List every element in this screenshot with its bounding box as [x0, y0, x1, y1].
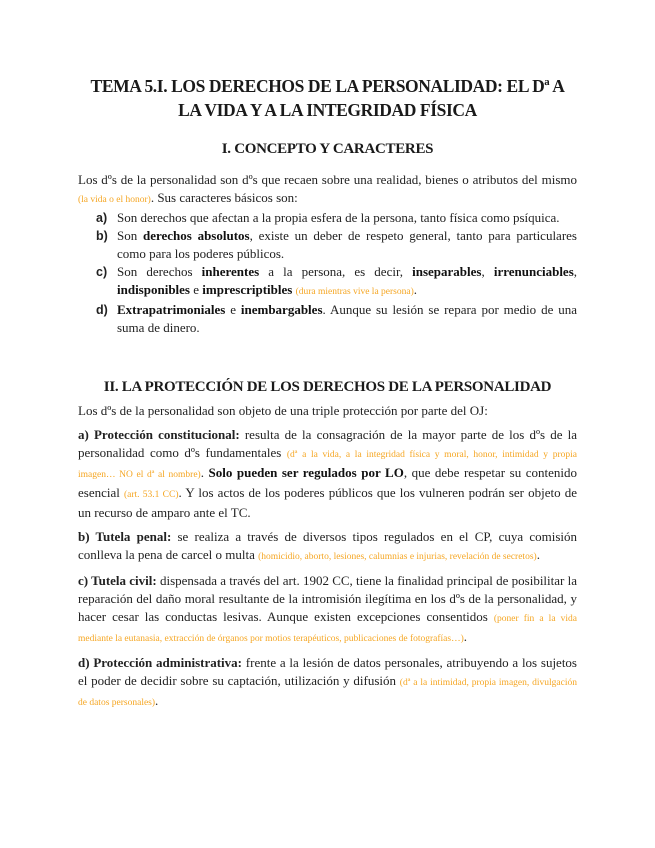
paragraph-proteccion-administrativa: d) Protección administrativa: frente a la lesión de datos personales, atribuyendo a los sujetos el poder de decidir sobre su captación, utilización y difusión (dª a la intimidad, propia imagen, divulgación de datos personales).: [78, 655, 577, 708]
annotation: (dª a la intimidad, propia imagen, divulgación de datos personales): [78, 678, 577, 708]
paragraph-proteccion-constitucional: a) Protección constitucional: resulta de la consagración de la mayor parte de los dºs de la personalidad como dºs fundamentales (dª a la vida, a la integridad física y moral, honor, intimidad y propia imagen… NO el dª al nombre). Solo pueden ser regulados por LO, que debe respetar su contenido esencial (art. 53.1 CC). Y los actos de los poderes públicos que los vulneren podrán ser objeto de un recurso de amparo ante el TC.: [78, 427, 578, 520]
annotation: (dura mientras vive la persona): [295, 287, 414, 297]
document-title: TEMA 5.I. LOS DERECHOS DE LA PERSONALIDAD: EL Dª A LA VIDA Y A LA INTEGRIDAD FÍSICA: [90, 76, 565, 120]
paragraph-lead: d) Protección administrativa:: [78, 655, 243, 670]
paragraph-lead: c) Tutela civil:: [78, 573, 157, 588]
document-page: [78, 74, 577, 712]
annotation: (homicidio, aborto, lesiones, calumnias e injurias, revelación de secretos): [258, 552, 537, 562]
caracteres-list: [78, 209, 577, 337]
paragraph-lead: a) Protección constitucional:: [78, 427, 240, 442]
annotation: (la vida o el honor): [78, 195, 151, 205]
section-heading-proteccion: II. LA PROTECCIÓN DE LOS DERECHOS DE LA PERSONALIDAD: [103, 379, 552, 395]
list-item: a) Son derechos que afectan a la propia esfera de la persona, tanto física como psíquica.: [96, 210, 560, 225]
annotation: (poner fin a la vida mediante la eutanasia, extracción de órganos por motios terapéuticos, publicaciones de fotografías…): [78, 614, 577, 644]
annotation: (dª a la vida, a la integridad física y moral, honor, intimidad y propia imagen… NO el dª al nombre): [78, 450, 577, 480]
section2-intro: Los dºs de la personalidad son objeto de una triple protección por parte del OJ:: [78, 403, 488, 418]
list-item: d) Extrapatrimoniales e inembargables. Aunque su lesión se repara por medio de una suma de dinero.: [96, 302, 577, 335]
paragraph-tutela-penal: b) Tutela penal: se realiza a través de diversos tipos regulados en el CP, cuya comisión conlleva la pena de carcel o multa (homicidio, aborto, lesiones, calumnias e injurias, revelación de secretos).: [78, 529, 577, 562]
paragraph-lead: b) Tutela penal:: [78, 529, 172, 544]
list-marker: b): [96, 229, 108, 243]
paragraph-tutela-civil: c) Tutela civil: dispensada a través del art. 1902 CC, tiene la finalidad principal de posibilitar la reparación del daño moral resultante de la intromisión ilegítima en los dºs de la personalidad, y hacer cesar las conductas lesivas. Aunque existen excepciones consentidos (poner fin a la vida mediante la eutanasia, extracción de órganos por motios terapéuticos, publicaciones de fotografías…).: [78, 573, 577, 644]
list-marker: c): [96, 265, 108, 279]
section-heading-concepto: I. CONCEPTO Y CARACTERES: [221, 141, 434, 157]
list-marker: a): [96, 211, 108, 225]
list-item: c) Son derechos inherentes a la persona, es decir, inseparables, irrenunciables, indisponibles e imprescriptibles (dura mientras vive la persona).: [96, 264, 578, 297]
annotation: (art. 53.1 CC): [123, 490, 179, 500]
list-marker: d): [96, 303, 108, 317]
list-item: b) Son derechos absolutos, existe un deber de respeto general, tanto para particulares como para los poderes públicos.: [96, 228, 577, 261]
section1-intro: Los dºs de la personalidad son dºs que recaen sobre una realidad, bienes o atributos del mismo (la vida o el honor). Sus caracteres básicos son:: [78, 172, 577, 205]
